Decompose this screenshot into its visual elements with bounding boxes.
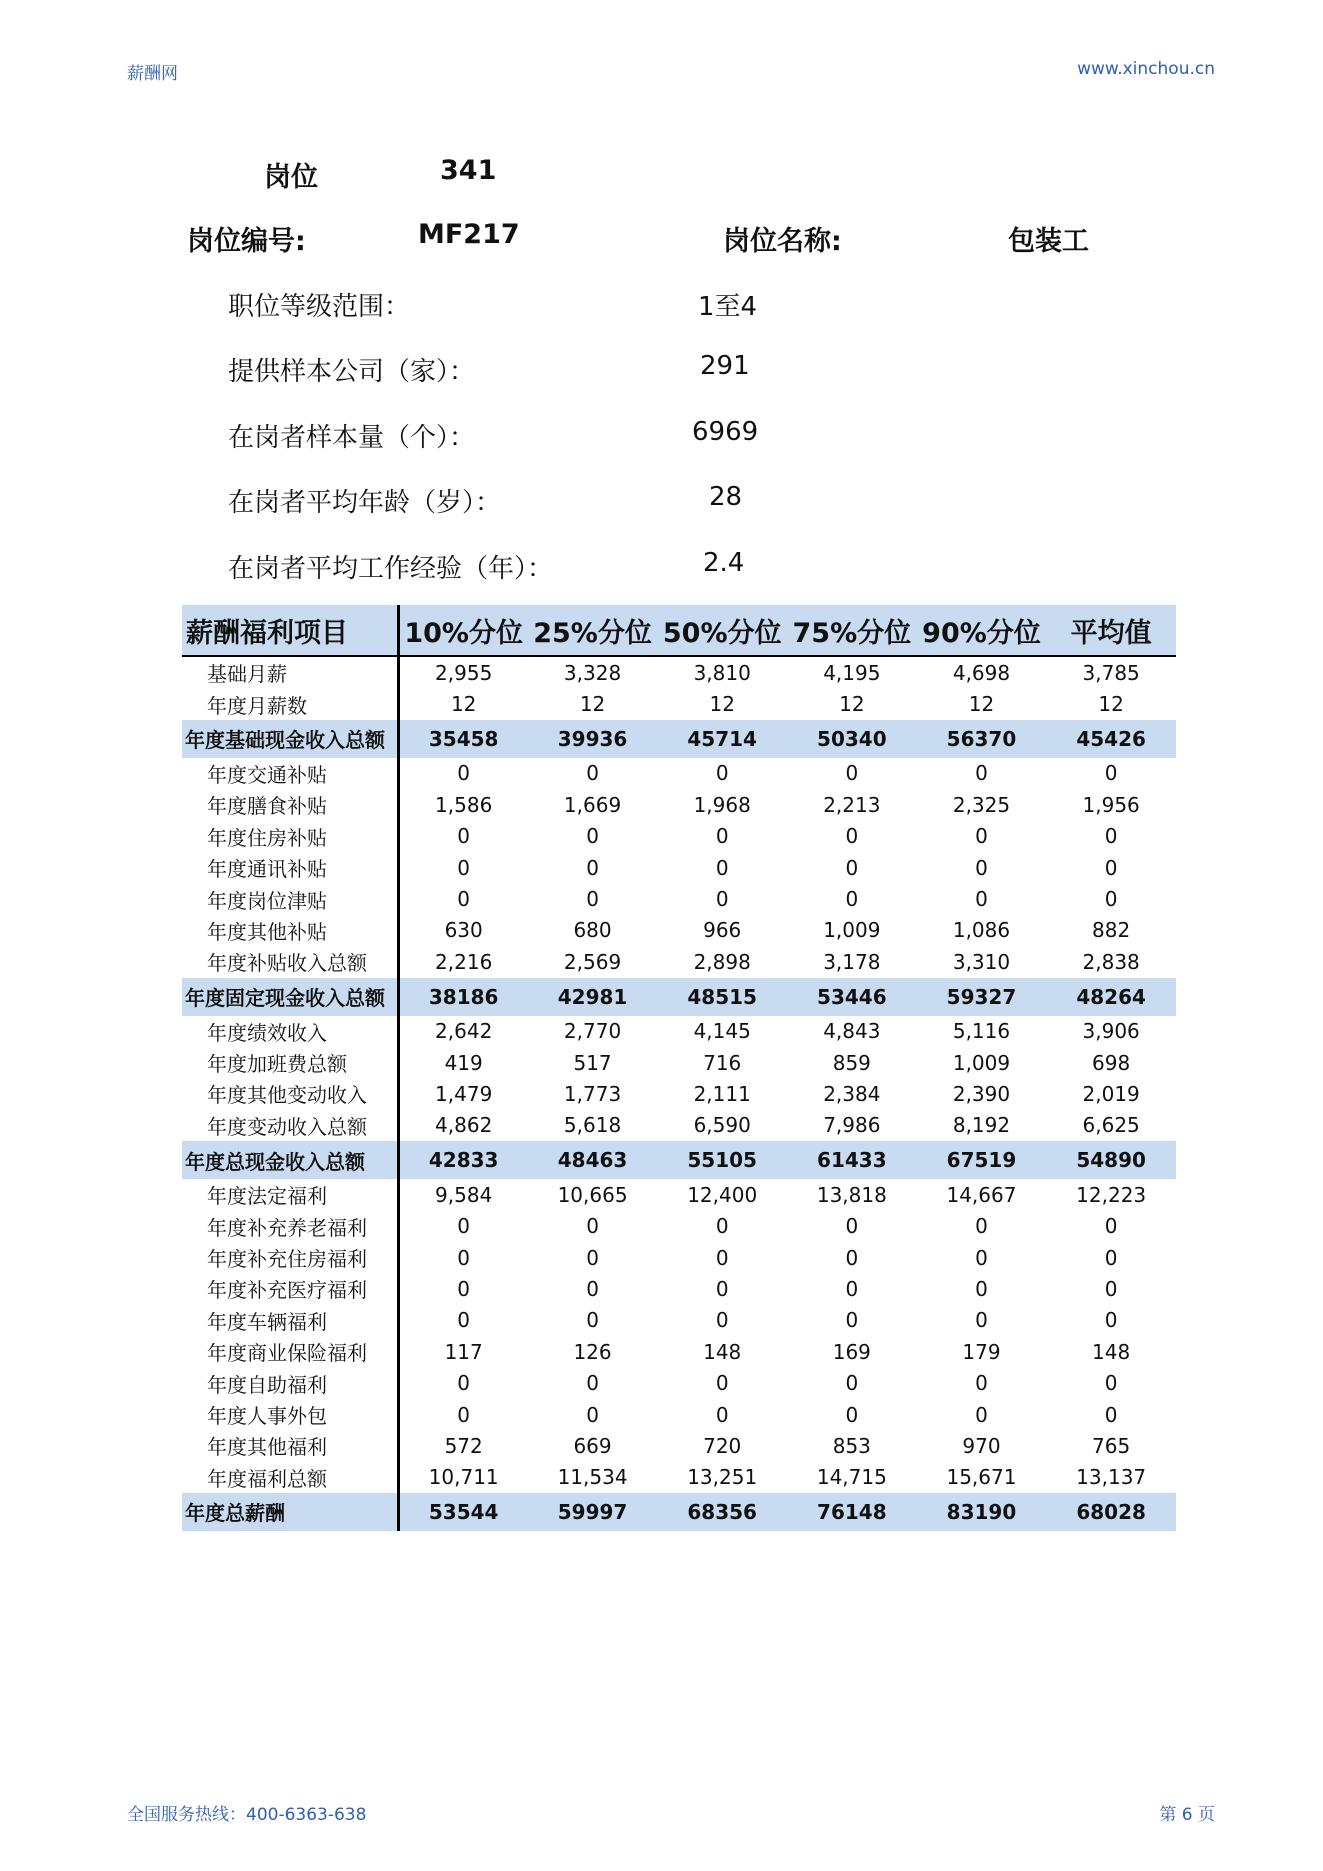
row-value: 0	[586, 824, 599, 849]
row-value: 0	[586, 855, 599, 880]
page-number: 第 6 页	[1159, 1805, 1215, 1825]
row-value: 0	[1104, 855, 1118, 880]
row-value: 3,178	[823, 949, 881, 974]
row-value: 2,569	[563, 949, 622, 974]
position-code: MF217	[418, 219, 520, 250]
row-value: 53446	[787, 978, 917, 1016]
info-label-companies: 提供样本公司（家）：	[228, 357, 476, 387]
table-row	[182, 688, 1176, 719]
row-value: 10,711	[428, 1465, 499, 1490]
row-value: 1,968	[693, 792, 751, 817]
row-value: 0	[845, 1402, 859, 1427]
row-value: 0	[975, 1245, 988, 1270]
row-value: 12,400	[687, 1182, 758, 1207]
row-value: 0	[586, 887, 599, 912]
table-row	[182, 821, 1176, 852]
row-value: 0	[457, 1214, 471, 1239]
table-row	[182, 1016, 1176, 1047]
row-value: 14,715	[816, 1465, 887, 1490]
table-row	[182, 915, 1176, 946]
row-value: 0	[1104, 1276, 1118, 1301]
row-label: 年度月薪数	[182, 688, 398, 719]
info-label-age: 在岗者平均年龄（岁）：	[228, 488, 502, 518]
header-p75: 75%分位	[787, 605, 917, 656]
row-value: 1,086	[952, 918, 1011, 943]
header-item: 薪酬福利项目	[182, 605, 398, 656]
row-value: 0	[1104, 887, 1118, 912]
row-value: 0	[457, 855, 471, 880]
row-label: 年度通讯补贴	[182, 852, 398, 883]
row-label: 年度岗位津贴	[182, 883, 398, 914]
row-value: 0	[845, 1214, 859, 1239]
row-value: 48264	[1046, 978, 1176, 1016]
row-value: 0	[715, 1371, 729, 1396]
header-p25: 25%分位	[528, 605, 658, 656]
row-value: 3,810	[693, 660, 751, 685]
row-value: 0	[715, 1245, 729, 1270]
row-value: 148	[703, 1339, 742, 1364]
row-value: 669	[573, 1433, 612, 1458]
row-label: 年度其他变动收入	[182, 1078, 398, 1109]
row-label: 年度加班费总额	[182, 1047, 398, 1078]
table-total-row	[182, 720, 1176, 758]
table-row	[182, 1110, 1176, 1141]
row-value: 53544	[398, 1493, 528, 1531]
row-value: 0	[586, 1371, 599, 1396]
row-label: 年度绩效收入	[182, 1016, 398, 1047]
row-value: 0	[1104, 1402, 1118, 1427]
row-value: 2,325	[952, 792, 1011, 817]
row-value: 9,584	[435, 1182, 493, 1207]
row-value: 419	[444, 1050, 483, 1075]
row-label: 年度住房补贴	[182, 821, 398, 852]
row-value: 572	[444, 1433, 483, 1458]
row-value: 68028	[1046, 1493, 1176, 1531]
row-value: 0	[845, 1276, 859, 1301]
row-value: 0	[586, 1245, 599, 1270]
row-value: 12	[709, 692, 735, 717]
row-value: 76148	[787, 1493, 917, 1531]
row-value: 148	[1092, 1339, 1131, 1364]
row-value: 13,251	[687, 1465, 758, 1490]
row-value: 55105	[657, 1141, 787, 1179]
row-value: 13,818	[816, 1182, 887, 1207]
row-value: 50340	[787, 720, 917, 758]
hotline: 全国服务热线：400-6363-638	[127, 1805, 367, 1825]
position-id: 341	[440, 155, 497, 186]
row-value: 0	[975, 1214, 988, 1239]
header-p50: 50%分位	[657, 605, 787, 656]
row-value: 765	[1092, 1433, 1131, 1458]
row-value: 970	[962, 1433, 1001, 1458]
info-label-sample: 在岗者样本量（个）：	[228, 423, 476, 453]
row-value: 0	[457, 761, 471, 786]
info-value-age: 28	[709, 482, 743, 512]
row-value: 0	[1104, 1214, 1118, 1239]
info-value-companies: 291	[700, 351, 750, 381]
table-row	[182, 758, 1176, 789]
table-row	[182, 1305, 1176, 1336]
row-value: 3,785	[1082, 660, 1140, 685]
table-row	[182, 1047, 1176, 1078]
info-value-grade: 1至4	[698, 292, 758, 322]
position-code-label: 岗位编号:	[187, 226, 306, 257]
row-value: 7,986	[823, 1113, 881, 1138]
row-label: 年度车辆福利	[182, 1305, 398, 1336]
table-row	[182, 1367, 1176, 1398]
row-value: 716	[703, 1050, 742, 1075]
table-header-row	[182, 605, 1176, 656]
row-value: 179	[962, 1339, 1001, 1364]
row-value: 6,590	[693, 1113, 751, 1138]
row-value: 1,479	[435, 1081, 493, 1106]
row-value: 859	[832, 1050, 871, 1075]
row-label: 基础月薪	[182, 656, 398, 688]
row-value: 0	[715, 1276, 729, 1301]
row-value: 0	[1104, 1308, 1118, 1333]
row-value: 0	[457, 1276, 471, 1301]
row-value: 0	[715, 761, 729, 786]
row-value: 12,223	[1076, 1182, 1147, 1207]
row-value: 0	[457, 887, 471, 912]
row-value: 10,665	[557, 1182, 628, 1207]
row-value: 0	[715, 1308, 729, 1333]
row-value: 61433	[787, 1141, 917, 1179]
table-row	[182, 1399, 1176, 1430]
row-label: 年度法定福利	[182, 1179, 398, 1210]
row-value: 4,843	[823, 1019, 881, 1044]
table-row	[182, 1179, 1176, 1210]
row-value: 2,838	[1082, 949, 1140, 974]
row-value: 15,671	[946, 1465, 1017, 1490]
row-value: 12	[968, 692, 995, 717]
site-url[interactable]: www.xinchou.cn	[1077, 59, 1215, 79]
row-value: 2,642	[435, 1019, 493, 1044]
row-value: 720	[703, 1433, 742, 1458]
table-row	[182, 656, 1176, 688]
row-value: 117	[444, 1339, 483, 1364]
info-value-sample: 6969	[692, 417, 759, 447]
row-value: 0	[845, 1245, 859, 1270]
header-p10: 10%分位	[398, 605, 528, 656]
row-value: 0	[845, 761, 859, 786]
row-value: 1,009	[952, 1050, 1011, 1075]
row-label: 年度固定现金收入总额	[182, 978, 398, 1016]
row-value: 126	[573, 1339, 612, 1364]
row-value: 13,137	[1076, 1465, 1147, 1490]
row-value: 0	[975, 887, 988, 912]
info-label-grade: 职位等级范围：	[228, 292, 411, 322]
row-value: 0	[586, 761, 599, 786]
row-value: 0	[1104, 761, 1118, 786]
row-label: 年度补贴收入总额	[182, 946, 398, 977]
table-total-row	[182, 1493, 1176, 1531]
row-value: 0	[845, 855, 859, 880]
row-value: 853	[832, 1433, 871, 1458]
row-value: 0	[715, 887, 729, 912]
row-value: 0	[975, 1308, 988, 1333]
row-value: 0	[975, 1402, 988, 1427]
row-value: 2,111	[693, 1081, 751, 1106]
row-value: 38186	[398, 978, 528, 1016]
row-label: 年度基础现金收入总额	[182, 720, 398, 758]
table-row	[182, 1210, 1176, 1241]
row-value: 0	[1104, 1371, 1118, 1396]
row-value: 0	[457, 1245, 471, 1270]
row-value: 0	[715, 1402, 729, 1427]
row-value: 2,019	[1082, 1081, 1140, 1106]
table-total-row	[182, 978, 1176, 1016]
row-value: 45714	[657, 720, 787, 758]
row-value: 0	[586, 1402, 599, 1427]
row-label: 年度补充养老福利	[182, 1210, 398, 1241]
row-value: 5,116	[952, 1019, 1011, 1044]
row-value: 1,586	[435, 792, 493, 817]
table-row	[182, 883, 1176, 914]
row-value: 3,310	[952, 949, 1011, 974]
table-row	[182, 789, 1176, 820]
row-value: 59997	[528, 1493, 658, 1531]
table-row	[182, 852, 1176, 883]
row-value: 4,195	[823, 660, 881, 685]
row-value: 1,773	[563, 1081, 622, 1106]
row-value: 45426	[1046, 720, 1176, 758]
table-row	[182, 1078, 1176, 1109]
row-value: 0	[715, 1214, 729, 1239]
position-name-label: 岗位名称:	[723, 226, 842, 257]
row-value: 6,625	[1082, 1113, 1140, 1138]
header-p90: 90%分位	[917, 605, 1047, 656]
row-value: 0	[975, 1276, 988, 1301]
row-value: 4,862	[435, 1113, 493, 1138]
row-label: 年度自助福利	[182, 1367, 398, 1398]
row-value: 0	[457, 1402, 471, 1427]
row-label: 年度总现金收入总额	[182, 1141, 398, 1179]
row-label: 年度总薪酬	[182, 1493, 398, 1531]
row-value: 680	[573, 918, 612, 943]
row-value: 0	[586, 1276, 599, 1301]
row-value: 966	[703, 918, 742, 943]
row-value: 54890	[1046, 1141, 1176, 1179]
row-label: 年度商业保险福利	[182, 1336, 398, 1367]
row-value: 0	[1104, 824, 1118, 849]
row-value: 0	[457, 1308, 471, 1333]
row-value: 2,955	[435, 660, 493, 685]
row-label: 年度变动收入总额	[182, 1110, 398, 1141]
row-value: 0	[975, 1371, 988, 1396]
table-row	[182, 1430, 1176, 1461]
table-row	[182, 1273, 1176, 1304]
info-label-experience: 在岗者平均工作经验（年）：	[228, 554, 554, 584]
position-name: 包装工	[1008, 226, 1089, 257]
row-label: 年度人事外包	[182, 1399, 398, 1430]
row-label: 年度其他补贴	[182, 915, 398, 946]
row-value: 0	[845, 887, 859, 912]
table-row	[182, 1242, 1176, 1273]
row-value: 0	[975, 855, 988, 880]
row-value: 1,009	[823, 918, 881, 943]
row-value: 48515	[657, 978, 787, 1016]
row-value: 0	[715, 824, 729, 849]
row-value: 2,213	[823, 792, 881, 817]
row-value: 11,534	[557, 1465, 628, 1490]
row-value: 0	[715, 855, 729, 880]
row-value: 698	[1092, 1050, 1131, 1075]
row-value: 0	[975, 761, 988, 786]
row-value: 39936	[528, 720, 658, 758]
position-label: 岗位	[264, 162, 318, 193]
row-value: 3,328	[563, 660, 622, 685]
row-label: 年度交通补贴	[182, 758, 398, 789]
header-average: 平均值	[1046, 605, 1176, 656]
row-value: 3,906	[1082, 1019, 1140, 1044]
row-value: 12	[450, 692, 477, 717]
row-value: 0	[586, 1308, 599, 1333]
row-label: 年度补充住房福利	[182, 1242, 398, 1273]
row-value: 12	[579, 692, 606, 717]
row-value: 2,216	[435, 949, 493, 974]
row-value: 630	[444, 918, 483, 943]
row-value: 1,669	[563, 792, 622, 817]
row-value: 83190	[917, 1493, 1047, 1531]
row-value: 14,667	[946, 1182, 1017, 1207]
table-total-row	[182, 1141, 1176, 1179]
row-value: 35458	[398, 720, 528, 758]
table-row	[182, 946, 1176, 977]
table-row	[182, 1462, 1176, 1493]
row-label: 年度其他福利	[182, 1430, 398, 1461]
row-value: 42981	[528, 978, 658, 1016]
site-name: 薪酬网	[127, 64, 178, 84]
row-value: 56370	[917, 720, 1047, 758]
row-value: 4,698	[952, 660, 1011, 685]
table-row	[182, 1336, 1176, 1367]
row-value: 59327	[917, 978, 1047, 1016]
row-value: 12	[1098, 692, 1124, 717]
row-value: 0	[1104, 1245, 1118, 1270]
row-value: 5,618	[563, 1113, 622, 1138]
row-value: 68356	[657, 1493, 787, 1531]
row-value: 2,384	[823, 1081, 881, 1106]
row-value: 2,898	[693, 949, 751, 974]
row-label: 年度补充医疗福利	[182, 1273, 398, 1304]
info-value-experience: 2.4	[703, 548, 745, 578]
row-value: 67519	[917, 1141, 1047, 1179]
row-value: 169	[832, 1339, 871, 1364]
row-label: 年度膳食补贴	[182, 789, 398, 820]
row-value: 2,390	[952, 1081, 1011, 1106]
row-value: 42833	[398, 1141, 528, 1179]
row-value: 12	[839, 692, 865, 717]
salary-table	[182, 605, 1176, 1531]
row-value: 4,145	[693, 1019, 751, 1044]
row-value: 882	[1092, 918, 1131, 943]
row-label: 年度福利总额	[182, 1462, 398, 1493]
row-value: 0	[457, 1371, 471, 1396]
row-value: 1,956	[1082, 792, 1140, 817]
row-value: 48463	[528, 1141, 658, 1179]
row-value: 0	[586, 1214, 599, 1239]
row-value: 8,192	[952, 1113, 1011, 1138]
row-value: 0	[975, 824, 988, 849]
row-value: 0	[845, 1308, 859, 1333]
row-value: 0	[845, 1371, 859, 1396]
row-value: 0	[457, 824, 471, 849]
row-value: 517	[573, 1050, 612, 1075]
row-value: 0	[845, 824, 859, 849]
row-value: 2,770	[563, 1019, 622, 1044]
